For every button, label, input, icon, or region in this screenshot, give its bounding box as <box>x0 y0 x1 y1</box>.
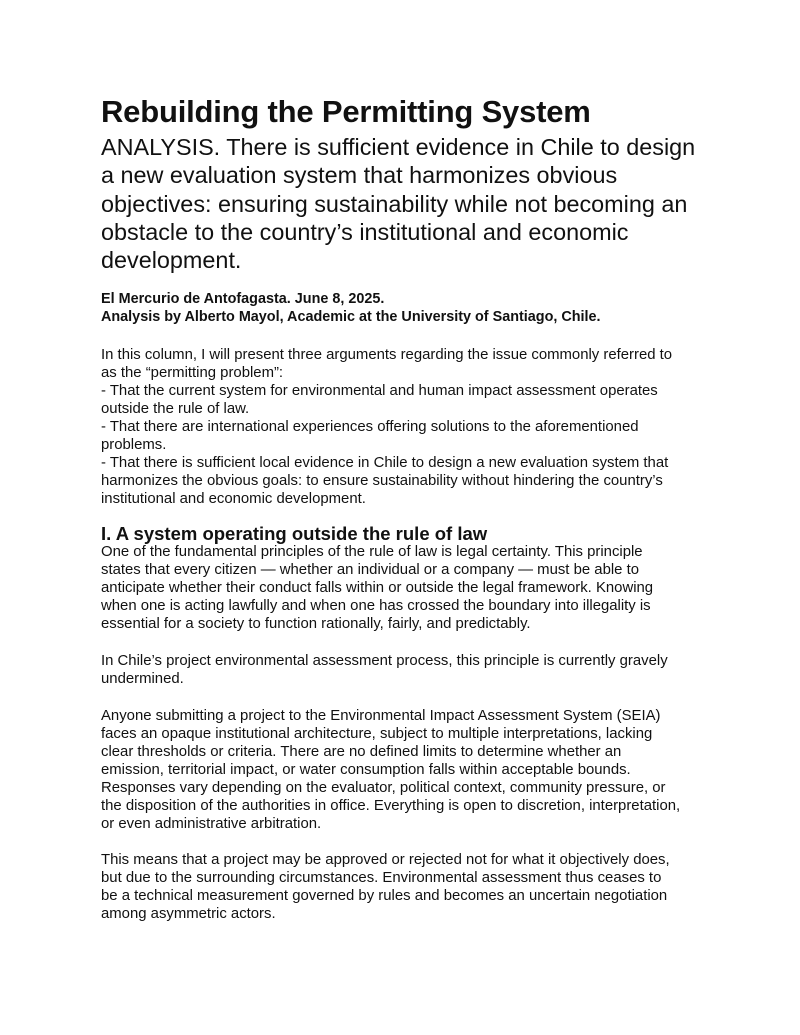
text-line: - That there is sufficient local evidence in Chile to design a new evaluation system that <box>101 455 669 471</box>
text-line: anticipate whether their conduct falls within or outside the legal framework. Knowing <box>101 580 654 596</box>
text-line: or even administrative arbitration. <box>101 816 322 832</box>
text-line: be a technical measurement governed by rules and becomes an uncertain negotiation <box>101 888 668 904</box>
text-line: among asymmetric actors. <box>101 906 276 922</box>
text-line: essential for a society to function rationally, fairly, and predictably. <box>101 616 531 632</box>
text-line: harmonizes the obvious goals: to ensure sustainability without hindering the country’s <box>101 473 663 489</box>
body-paragraph <box>101 707 741 833</box>
text-line: faces an opaque institutional architecture, subject to multiple interpretations, lacking <box>101 726 653 742</box>
intro-paragraph <box>101 346 741 508</box>
text-line: - That there are international experiences offering solutions to the aforementioned <box>101 419 639 435</box>
text-line: clear thresholds or criteria. There are no defined limits to determine whether an <box>101 744 622 760</box>
text-line: One of the fundamental principles of the rule of law is legal certainty. This principle <box>101 544 643 560</box>
text-line: El Mercurio de Antofagasta. June 8, 2025. <box>101 291 385 307</box>
text-line: a new evaluation system that harmonizes obvious <box>101 162 618 189</box>
text-line: ANALYSIS. There is sufficient evidence in Chile to design <box>101 134 696 160</box>
body-paragraph <box>101 543 741 633</box>
subtitle <box>101 133 741 274</box>
text-line: - That the current system for environmental and human impact assessment operates <box>101 383 658 399</box>
text-line: Anyone submitting a project to the Environmental Impact Assessment System (SEIA) <box>101 708 661 724</box>
text-line: the disposition of the authorities in office. Everything is open to discretion, interpretation, <box>101 798 681 814</box>
text-line: institutional and economic development. <box>101 491 366 507</box>
section-heading-text: I. A system operating outside the rule of law <box>101 523 488 544</box>
text-line: Analysis by Alberto Mayol, Academic at the University of Santiago, Chile. <box>101 309 601 325</box>
title-text: Rebuilding the Permitting System <box>101 94 591 129</box>
text-line: as the “permitting problem”: <box>101 365 284 381</box>
text-line: objectives: ensuring sustainability while not becoming an <box>101 190 688 217</box>
body-paragraph <box>101 851 741 923</box>
body-paragraph <box>101 652 741 688</box>
text-line: This means that a project may be approved or rejected not for what it objectively does, <box>101 852 670 868</box>
text-line: In Chile’s project environmental assessment process, this principle is currently gravely <box>101 653 668 669</box>
text-line: outside the rule of law. <box>101 401 250 417</box>
text-line: development. <box>101 247 242 274</box>
text-line: problems. <box>101 437 167 453</box>
section-heading <box>101 523 741 545</box>
text-line: Responses vary depending on the evaluator, political context, community pressure, or <box>101 780 666 796</box>
document-title <box>101 94 741 130</box>
text-line: In this column, I will present three arguments regarding the issue commonly referred to <box>101 347 673 363</box>
text-line: states that every citizen — whether an individual or a company — must be able to <box>101 562 639 578</box>
text-line: emission, territorial impact, or water consumption falls within acceptable bounds. <box>101 762 631 778</box>
text-line: but due to the surrounding circumstances. Environmental assessment thus ceases to <box>101 870 662 886</box>
text-line: undermined. <box>101 671 184 687</box>
text-line: obstacle to the country’s institutional and economic <box>101 218 629 245</box>
text-line: when one is acting lawfully and when one has crossed the boundary into illegality is <box>101 598 651 614</box>
byline <box>101 290 741 326</box>
